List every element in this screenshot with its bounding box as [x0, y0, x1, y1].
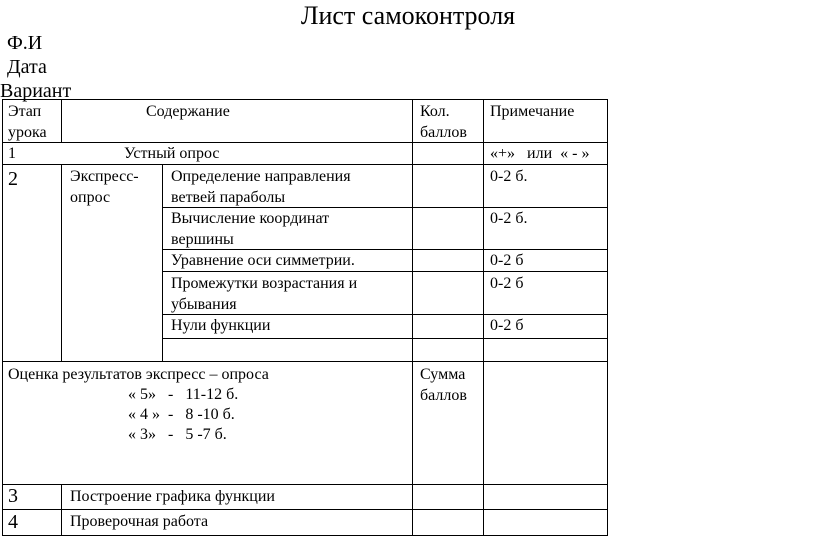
express-item-note: 0-2 б — [490, 252, 524, 269]
row-3-content: Построение графика функции — [70, 488, 275, 505]
grade-line: « 5» - 11-12 б. — [128, 386, 239, 403]
row-4-number: 4 — [8, 511, 18, 533]
row-3-number: 3 — [8, 485, 18, 507]
express-item-note: 0-2 б. — [490, 168, 528, 185]
express-item-text: Определение направления ветвей параболы — [171, 168, 351, 206]
column-header-note: Примечание — [490, 103, 575, 120]
row-1-content: Устный опрос — [124, 145, 220, 162]
date-label: Дата — [7, 56, 47, 78]
express-item-note: 0-2 б — [490, 275, 524, 292]
express-item-note: 0-2 б. — [490, 210, 528, 227]
variant-label: Вариант — [0, 80, 72, 102]
column-header-stage: Этап урока — [8, 103, 47, 141]
row-1-note: «+» или « - » — [490, 145, 590, 162]
row-2-label: Экспресс- опрос — [70, 168, 139, 206]
fio-label: Ф.И — [7, 32, 43, 54]
column-header-count: Кол. баллов — [420, 103, 467, 141]
row-4-content: Проверочная работа — [70, 513, 209, 530]
express-item-text: Вычисление координат вершины — [171, 210, 330, 248]
express-item-text: Нули функции — [171, 317, 271, 334]
page-title: Лист самоконтроля — [300, 1, 516, 30]
sum-label: Сумма баллов — [420, 366, 467, 404]
express-item-text: Уравнение оси симметрии. — [171, 252, 355, 269]
row-2-number: 2 — [8, 168, 18, 190]
evaluation-title: Оценка результатов экспресс – опроса — [8, 366, 269, 383]
row-1-number: 1 — [8, 145, 16, 162]
express-item-text: Промежутки возрастания и убывания — [171, 275, 358, 313]
express-item-note: 0-2 б — [490, 317, 524, 334]
grade-line: « 3» - 5 -7 б. — [128, 426, 227, 443]
column-header-content: Содержание — [146, 103, 230, 120]
grade-line: « 4 » - 8 -10 б. — [128, 406, 235, 423]
